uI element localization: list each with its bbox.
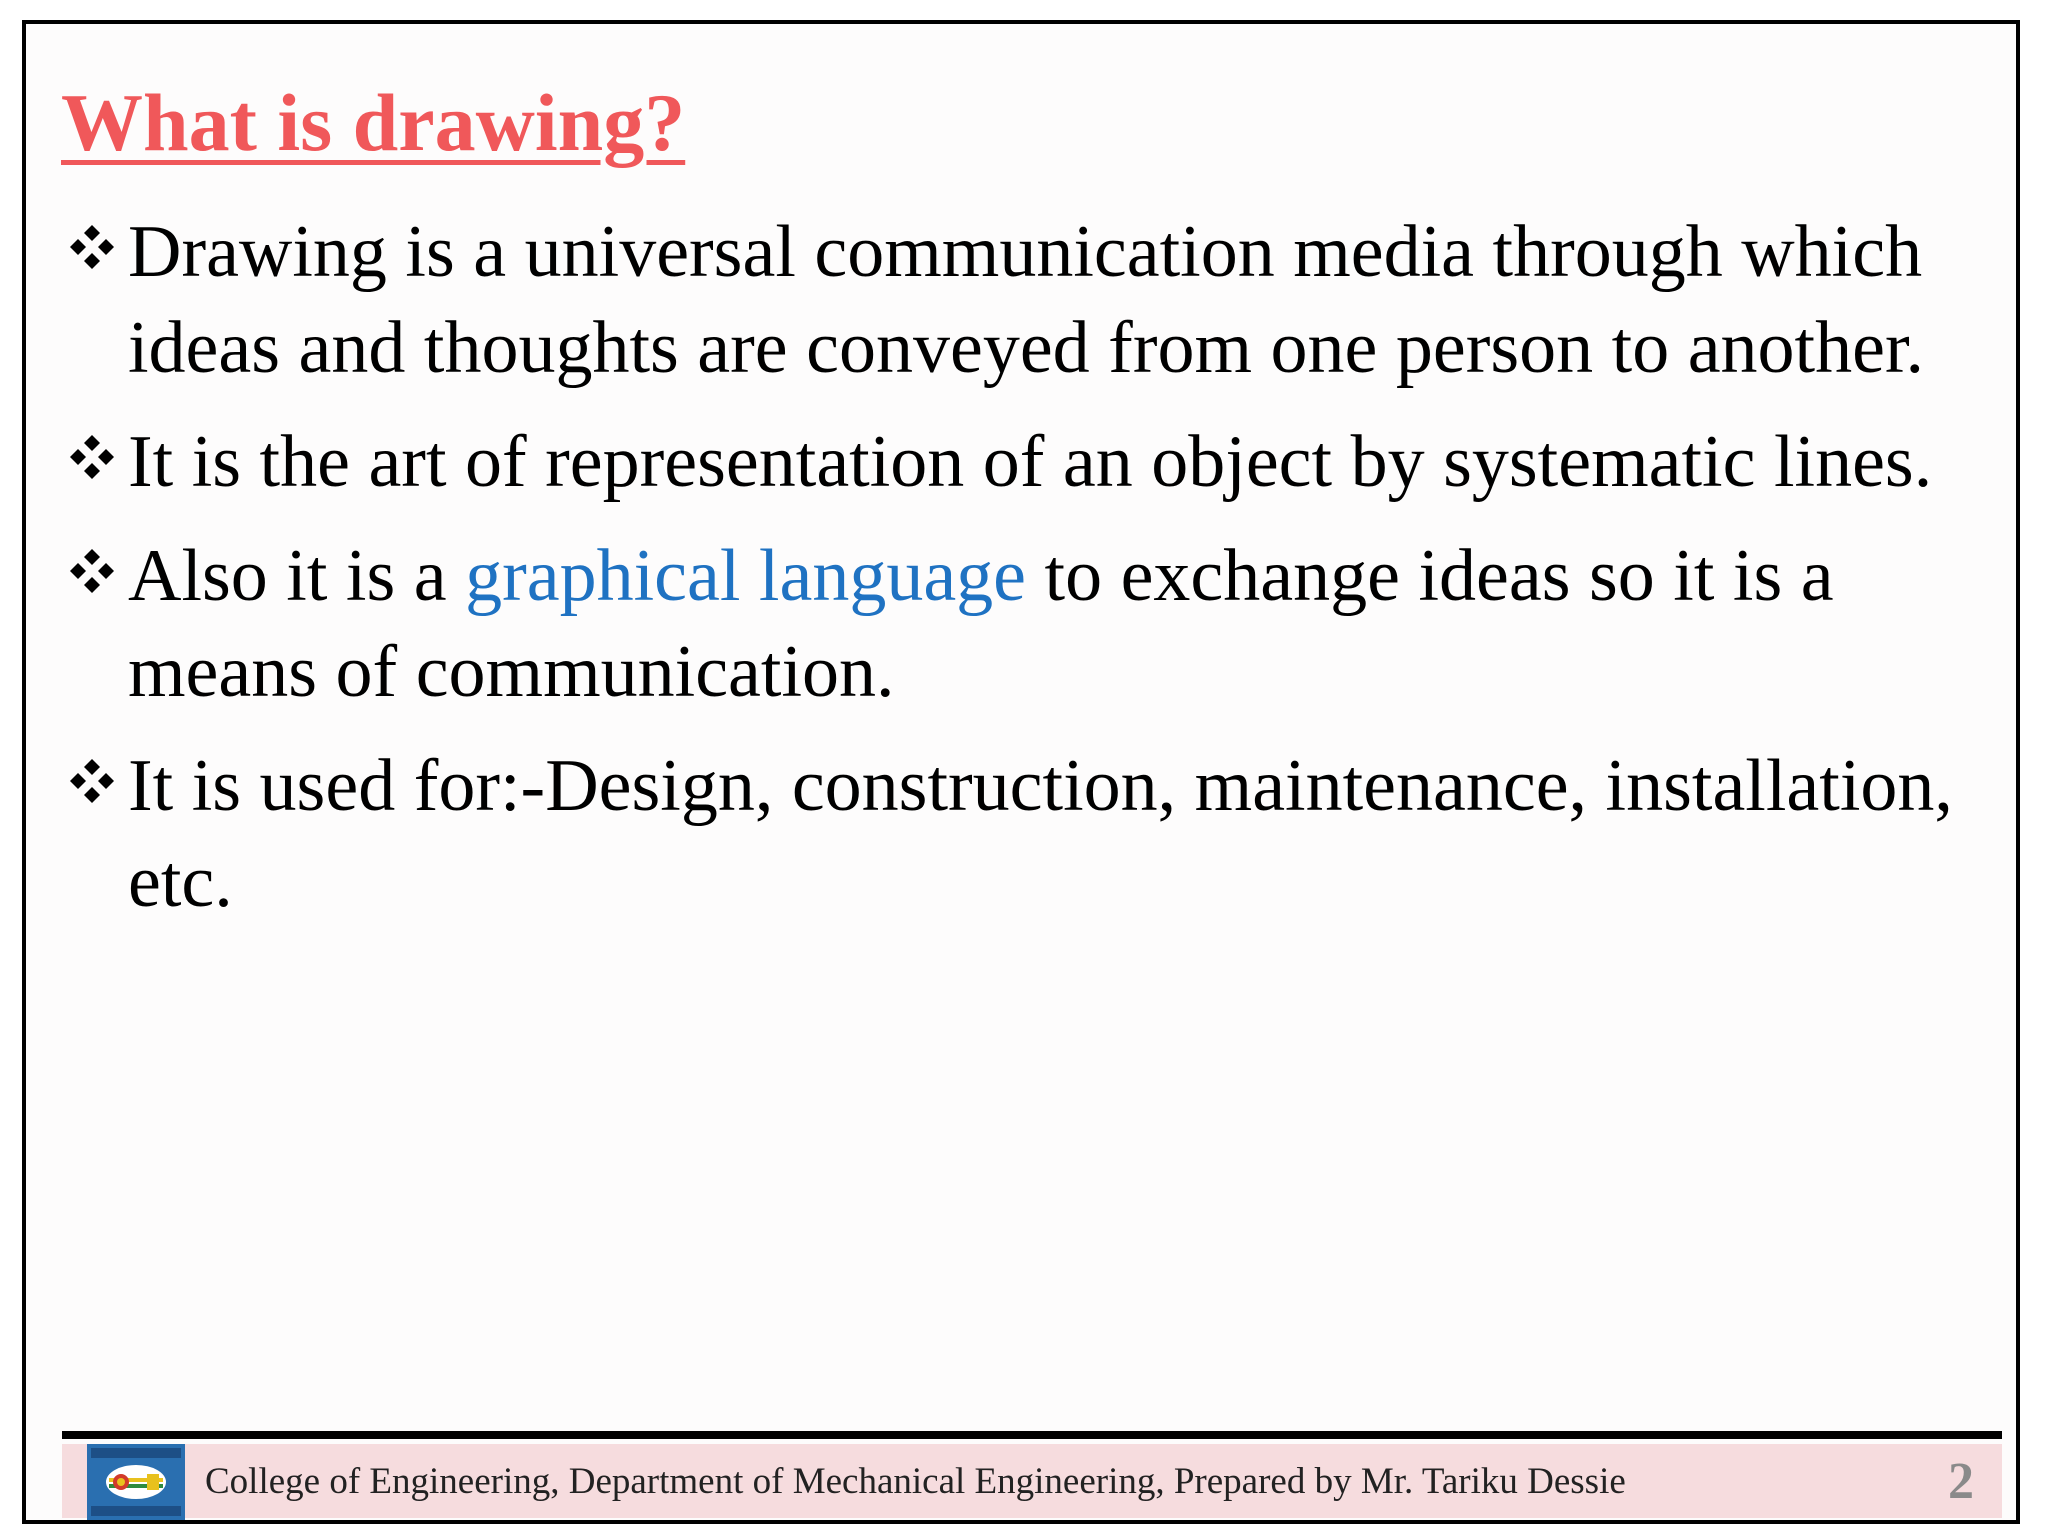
bullet-text: Drawing is a universal communication media through which ideas and thoughts are conveyed from one person to another. [128, 211, 1925, 389]
bullet-text [128, 528, 2006, 720]
slide [22, 20, 2020, 1524]
page-number: 2 [1948, 1452, 1974, 1510]
four-diamond-bullet-icon [56, 738, 128, 804]
university-logo-icon [87, 1444, 185, 1520]
bullet-item [56, 204, 2006, 396]
slide-title: What is drawing? [61, 77, 686, 168]
bullet-item [56, 528, 2006, 720]
bullet-item [56, 738, 2006, 930]
footer-credit-text: College of Engineering, Department of Mechanical Engineering, Prepared by Mr. Tariku Dessie [205, 1460, 1626, 1502]
four-diamond-bullet-icon [56, 414, 128, 480]
bullet-list [56, 204, 2006, 948]
four-diamond-bullet-icon [56, 204, 128, 270]
footer-bar [62, 1444, 2002, 1518]
graphical-language-highlight: graphical language [465, 535, 1027, 617]
footer-divider [62, 1431, 2002, 1439]
bullet-item [56, 414, 2006, 510]
bullet-text: It is used for:-Design, construction, maintenance, installation, etc. [128, 745, 1953, 923]
bullet-text: It is the art of representation of an object by systematic lines. [128, 421, 1933, 503]
four-diamond-bullet-icon [56, 528, 128, 594]
bullet-text-start: Also it is a [128, 535, 466, 617]
bullet-text-end: to exchange ideas so it is a means of communication. [128, 535, 1834, 713]
